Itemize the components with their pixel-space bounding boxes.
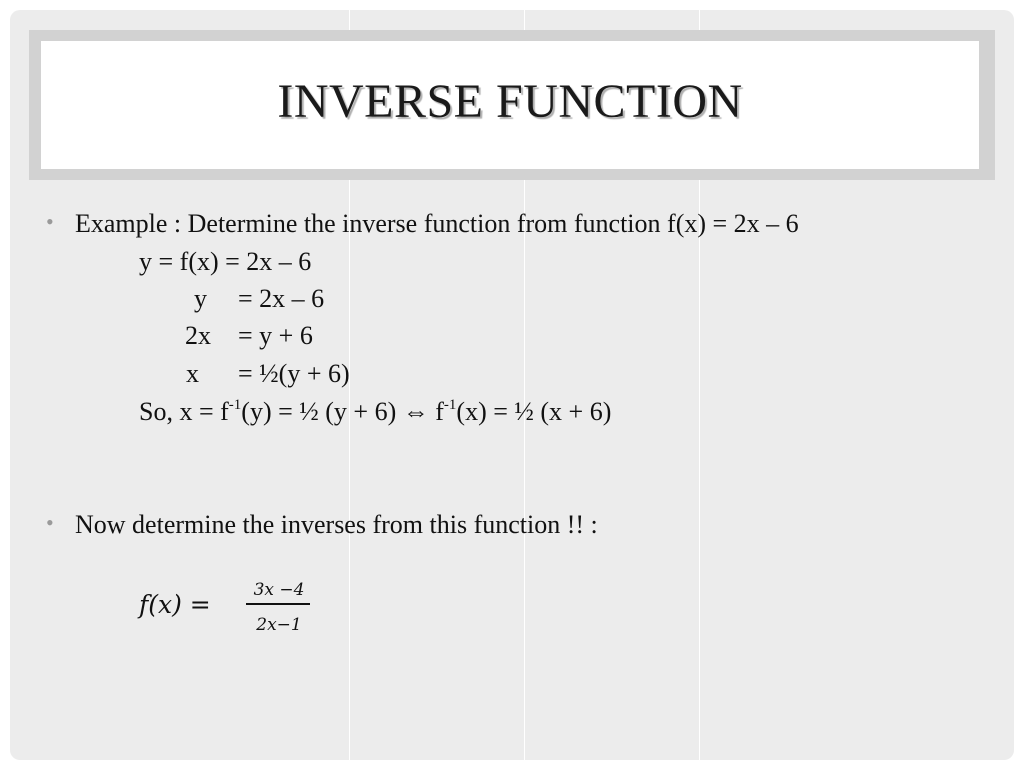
exercise-statement: Now determine the inverses from this function !! : [75,510,598,539]
slide-title: INVERSE FUNCTION [277,74,743,128]
bullet-dot-icon: • [46,209,54,234]
exercise-denominator: 2x−1 [256,615,302,635]
exercise-numerator: 3x −4 [253,580,305,600]
example-step-4-right: = ½(y + 6) [238,359,350,388]
example-step-2-right: = 2x – 6 [238,284,325,313]
fraction-bar [246,603,310,605]
example-step-1: y = f(x) = 2x – 6 [139,247,312,276]
example-step-3-right: = y + 6 [238,321,313,350]
example-conclusion: So, $x = f^{-1}(y)$ = ½ (y + 6) ⇔ $f^{-1}(x)$ = ½ (x + 6) [139,397,612,426]
title-frame [29,30,995,180]
example-step-2-left: y [194,284,207,313]
example-statement: Example : Determine the inverse function from function f(x) = 2x – 6 [75,209,799,238]
slide [10,10,1014,760]
exercise-function-lhs: f(x) = [139,590,211,619]
title-box [41,41,979,169]
example-step-3-left: 2x [185,321,211,350]
example-step-4-left: x [186,359,199,388]
bullet-dot-icon: • [46,510,54,535]
